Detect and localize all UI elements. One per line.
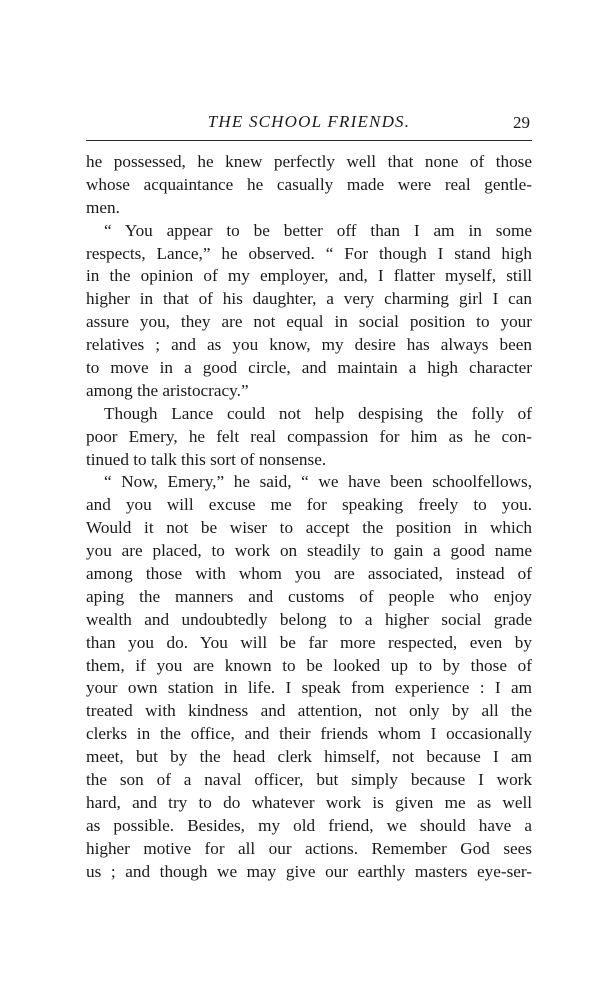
page-number: 29	[513, 113, 530, 132]
text-line: and you will excuse me for speaking freely to you.	[86, 495, 532, 515]
text-line: “ Now, Emery,” he said, “ we have been schoolfellows,	[104, 472, 532, 492]
text-line: Though Lance could not help despising the folly of	[104, 403, 532, 423]
text-line: “ You appear to be better off than I am in some	[104, 220, 532, 240]
text-line: us ; and though we may give our earthly masters eye-ser-	[86, 861, 532, 881]
text-line: clerks in the office, and their friends whom I occasionally	[86, 724, 532, 744]
text-line: in the opinion of my employer, and, I flatter myself, still	[86, 266, 532, 286]
text-line: to move in a good circle, and maintain a high character	[86, 358, 532, 378]
text-line: wealth and undoubtedly belong to a higher social grade	[86, 609, 532, 629]
text-line: Would it not be wiser to accept the position in which	[86, 518, 532, 538]
header-rule	[86, 140, 532, 141]
text-line: respects, Lance,” he observed. “ For though I stand high	[86, 243, 532, 263]
text-line: whose acquaintance he casually made were real gentle-	[86, 174, 532, 194]
text-line: meet, but by the head clerk himself, not because I am	[86, 747, 532, 767]
text-line: men.	[86, 197, 120, 217]
text-line: higher motive for all our actions. Remember God sees	[86, 838, 532, 858]
running-head	[86, 110, 532, 136]
text-line: than you do. You will be far more respected, even by	[86, 632, 532, 652]
body-text	[86, 151, 532, 884]
text-line: as possible. Besides, my old friend, we should have a	[86, 815, 532, 835]
running-title: THE SCHOOL FRIENDS.	[207, 112, 411, 131]
text-line: the son of a naval officer, but simply because I work	[86, 770, 532, 790]
text-line: tinued to talk this sort of nonsense.	[86, 449, 327, 469]
text-line: hard, and try to do whatever work is given me as well	[86, 792, 532, 812]
text-line: higher in that of his daughter, a very charming girl I can	[86, 289, 532, 309]
text-line: poor Emery, he felt real compassion for him as he con-	[86, 426, 532, 446]
text-line: your own station in life. I speak from experience : I am	[86, 678, 532, 698]
text-line: among those with whom you are associated, instead of	[86, 564, 532, 584]
text-line: aping the manners and customs of people who enjoy	[86, 586, 532, 606]
text-line: relatives ; and as you know, my desire has always been	[86, 335, 532, 355]
text-line: them, if you are known to be looked up to by those of	[86, 655, 532, 675]
text-line: he possessed, he knew perfectly well that none of those	[86, 152, 532, 171]
text-line: assure you, they are not equal in social position to your	[86, 312, 532, 332]
text-line: treated with kindness and attention, not only by all the	[86, 701, 532, 721]
text-line: you are placed, to work on steadily to gain a good name	[86, 541, 532, 561]
text-line: among the aristocracy.”	[86, 380, 249, 400]
